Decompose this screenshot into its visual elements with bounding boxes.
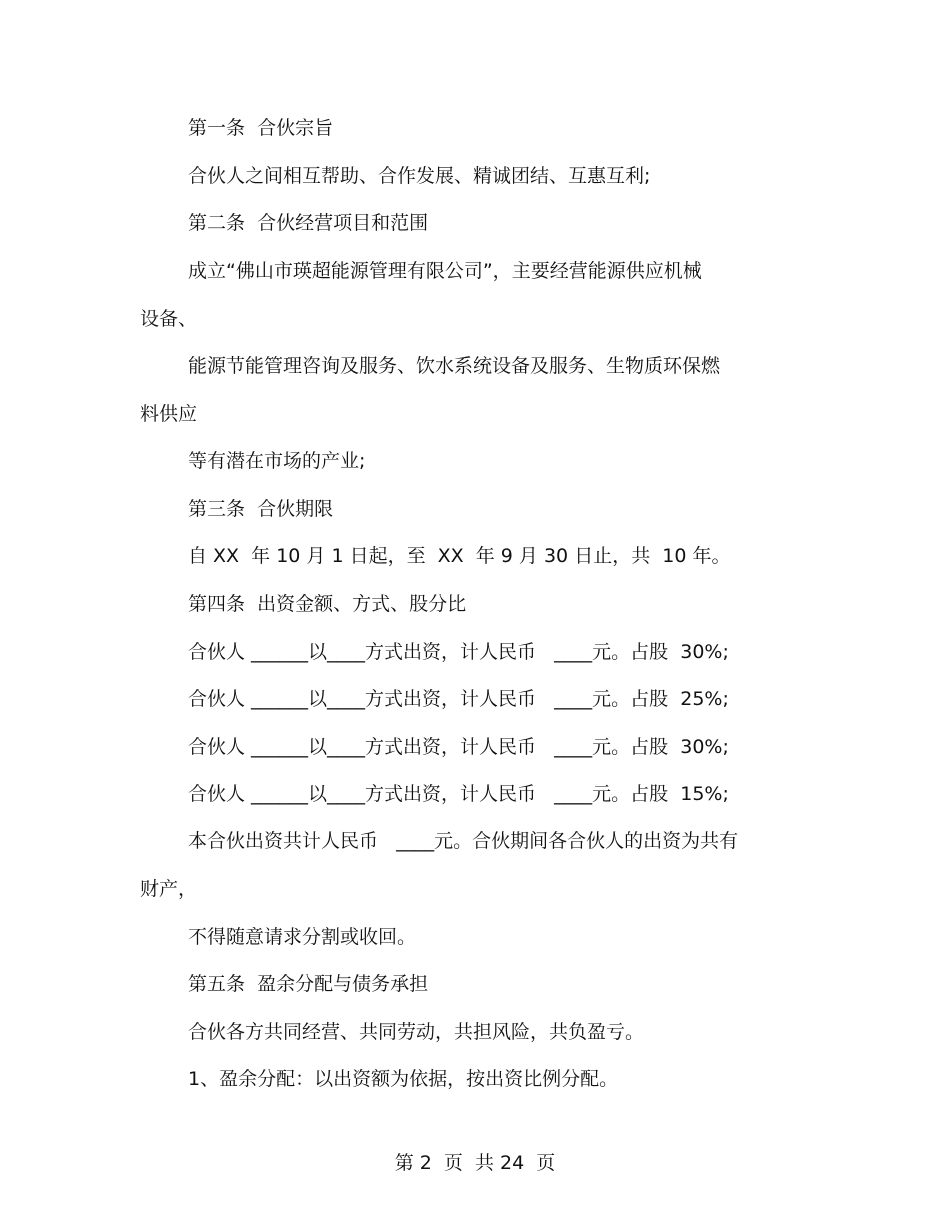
article-1-heading: 第一条 合伙宗旨 xyxy=(188,117,334,139)
article-2-body-line-1: 成立“佛山市瑛超能源管理有限公司”，主要经营能源供应机械 xyxy=(188,260,702,282)
article-4-total-line-1: 本合伙出资共计人民币 ____元。合伙期间各合伙人的出资为共有 xyxy=(188,830,739,852)
partner-contribution-row: 合伙人 ______以____方式出资，计人民币 ____元。占股 30%; xyxy=(188,641,729,663)
article-2-body-line-2: 设备、 xyxy=(140,308,198,330)
partner-contribution-row: 合伙人 ______以____方式出资，计人民币 ____元。占股 30%; xyxy=(188,736,729,758)
article-4-heading: 第四条 出资金额、方式、股分比 xyxy=(188,593,467,615)
article-4-total-line-3: 不得随意请求分割或收回。 xyxy=(188,926,417,948)
article-2-body-line-4: 料供应 xyxy=(140,403,198,425)
partner-contribution-row: 合伙人 ______以____方式出资，计人民币 ____元。占股 25%; xyxy=(188,688,729,710)
partner-contribution-row: 合伙人 ______以____方式出资，计人民币 ____元。占股 15%; xyxy=(188,783,729,805)
article-2-heading: 第二条 合伙经营项目和范围 xyxy=(188,212,429,234)
article-4-total-line-2: 财产， xyxy=(140,878,198,900)
article-5-item-1: 1、盈余分配：以出资额为依据，按出资比例分配。 xyxy=(188,1068,619,1090)
article-1-body: 合伙人之间相互帮助、合作发展、精诚团结、互惠互利; xyxy=(188,165,651,187)
article-2-body-line-5: 等有潜在市场的产业; xyxy=(188,450,366,472)
article-2-body-line-3: 能源节能管理咨询及服务、饮水系统设备及服务、生物质环保燃 xyxy=(188,355,721,377)
article-5-heading: 第五条 盈余分配与债务承担 xyxy=(188,973,429,995)
article-5-body: 合伙各方共同经营、共同劳动，共担风险，共负盈亏。 xyxy=(188,1021,645,1043)
page-number-footer: 第 2 页 共 24 页 xyxy=(394,1152,556,1174)
article-3-heading: 第三条 合伙期限 xyxy=(188,498,334,520)
article-3-body: 自 XX 年 10 月 1 日起，至 XX 年 9 月 30 日止，共 10 年。 xyxy=(188,545,731,567)
